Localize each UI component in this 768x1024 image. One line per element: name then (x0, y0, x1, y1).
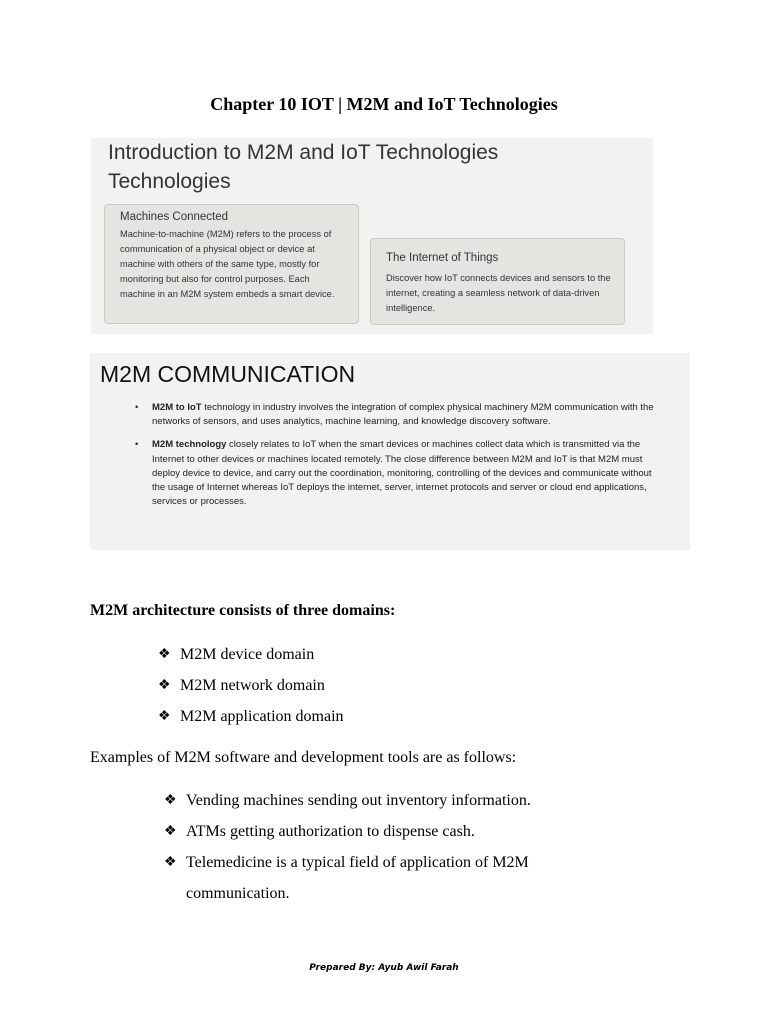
diamond-bullet-icon: ❖ (164, 793, 177, 808)
card-internet-of-things-heading: The Internet of Things (386, 252, 499, 264)
slide-m2m-bullet (135, 438, 665, 509)
list-item (158, 639, 344, 670)
page-title: Chapter 10 IOT | M2M and IoT Technologies (210, 94, 558, 114)
card-internet-of-things (370, 238, 625, 325)
bullet-text: closely relates to IoT when the smart devices or machines collect data which is transmitted via the Internet to other devices or machines located remotely. The close difference between M2M and IoT is that M2M must deploy device to device, and carry out the coordination, monitoring, controlling of the devices and communicate without the usage of Internet whereas IoT deploys the internet, server, internet protocols and server or cloud end applications, services or processes. (152, 439, 652, 508)
examples-intro: Examples of M2M software and development tools are as follows: (90, 749, 517, 766)
bullet-text: technology in industry involves the integration of complex physical machinery M2M communication with the networks of sensors, and uses analytics, machine learning, and knowledge discovery software. (152, 402, 654, 428)
footer-prepared-by: Prepared By: Ayub Awil Farah (309, 963, 459, 973)
card-machines-connected (104, 204, 359, 324)
slide-m2m-communication-image (90, 353, 690, 550)
bullet-bold-term: M2M to IoT (152, 402, 202, 413)
slide-m2m-communication-title: M2M COMMUNICATION (100, 361, 356, 387)
diamond-bullet-icon: ❖ (158, 709, 171, 724)
list-item (164, 847, 584, 909)
list-item-text: ATMs getting authorization to dispense cash. (186, 823, 475, 840)
diamond-bullet-icon: ❖ (158, 647, 171, 662)
slide-intro-title-line1: Introduction to M2M and IoT Technologies (108, 141, 499, 164)
slide-intro-title-line2: Technologies (108, 170, 231, 193)
list-item-text: Telemedicine is a typical field of application of M2M communication. (186, 854, 529, 902)
list-item (164, 785, 584, 816)
list-item-text: Vending machines sending out inventory information. (186, 792, 531, 809)
examples-list (164, 785, 584, 909)
card-machines-connected-heading: Machines Connected (120, 211, 229, 223)
slide-m2m-bullet (135, 401, 665, 429)
slide-intro-title (108, 138, 498, 196)
list-item-text: M2M device domain (180, 646, 315, 663)
list-item (158, 701, 344, 732)
card-internet-of-things-body: Discover how IoT connects devices and sensors to the internet, creating a seamless network of data-driven intelligence. (386, 273, 611, 313)
card-machines-connected-body: Machine-to-machine (M2M) refers to the process of communication of a physical object or device at machine with others of the same type, mostly for monitoring but also for control purposes. Each machine in an M2M system embeds a smart device. (120, 229, 335, 299)
diamond-bullet-icon: ❖ (158, 678, 171, 693)
list-item-text: M2M application domain (180, 708, 344, 725)
list-item-text: M2M network domain (180, 677, 325, 694)
bullet-dot-icon: • (135, 402, 139, 413)
slide-m2m-bullets (135, 401, 665, 518)
diamond-bullet-icon: ❖ (164, 824, 177, 839)
diamond-bullet-icon: ❖ (164, 855, 177, 870)
slide-intro-image (91, 138, 653, 334)
bullet-bold-term: M2M technology (152, 439, 227, 451)
list-item (164, 816, 584, 847)
bullet-dot-icon: • (135, 439, 139, 451)
domains-list (158, 639, 344, 732)
list-item (158, 670, 344, 701)
architecture-heading: M2M architecture consists of three domains: (90, 602, 396, 619)
